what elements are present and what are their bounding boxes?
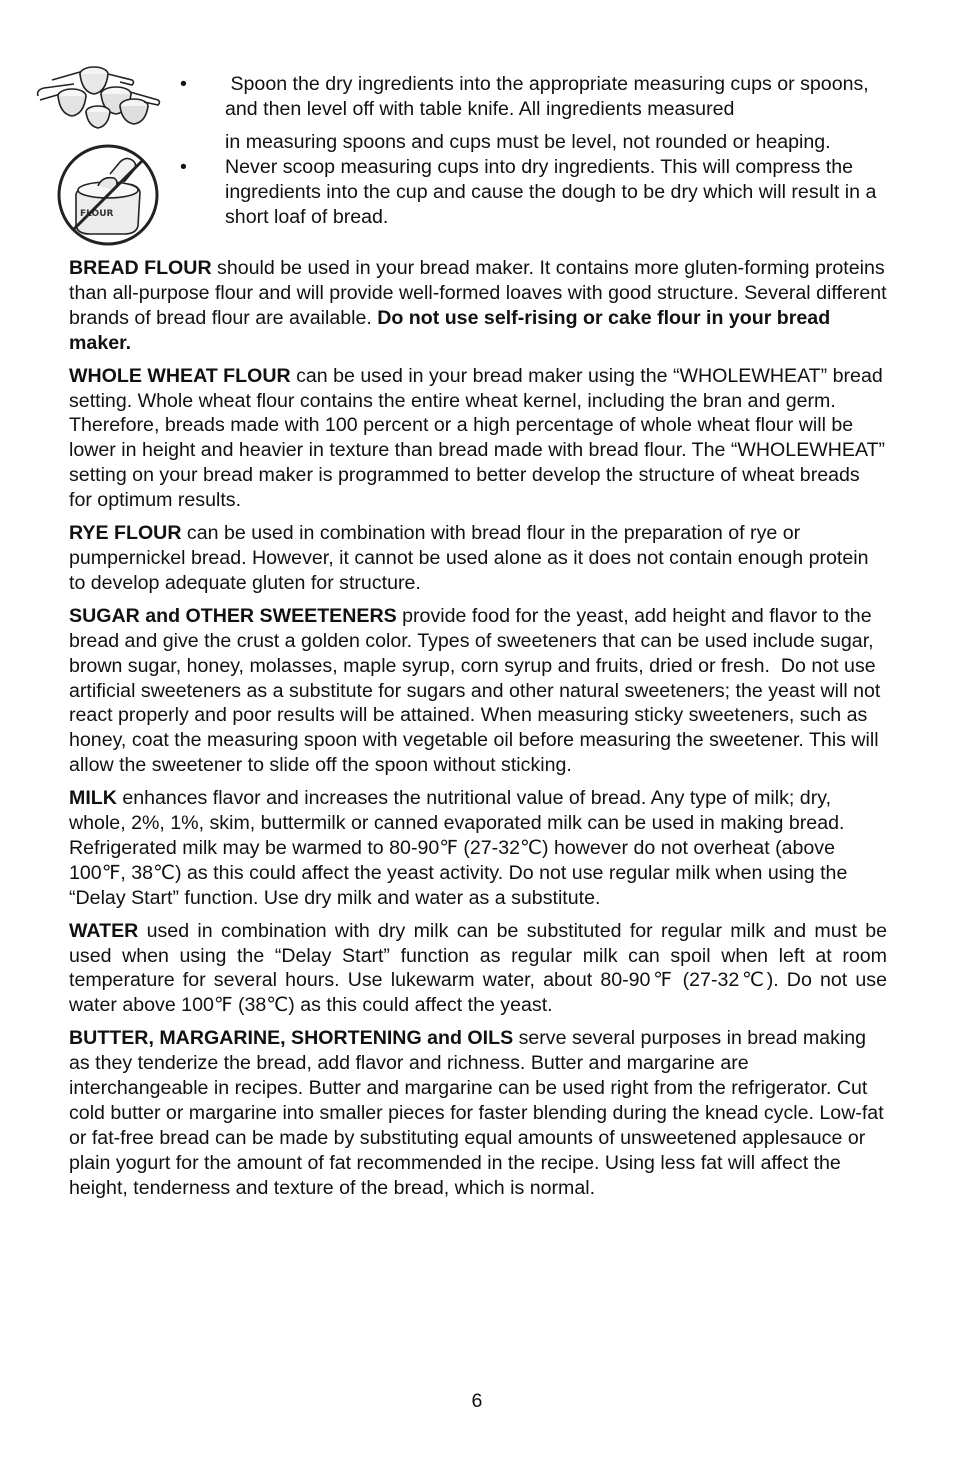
paragraph-fats-oils [69,1026,887,1200]
term: MILK [69,787,117,810]
term: BREAD FLOUR [69,257,212,279]
paragraph-text: enhances flavor and increases the nutritional value of bread. Any type of milk; dry, whole, 2%, 1%, skim, buttermilk or canned evaporated milk can be used in making bread. Refrigerated milk may be warmed to 80-90℉ (27-32℃) however do not overheat (above 100℉, 38℃) as this could affect the yeast activity. Do not use regular milk when using the “Delay Start” function. Use dry milk and water as a substitute. [69,787,848,909]
list-item [180,155,892,230]
paragraph-water [69,919,887,1019]
measuring-cups-icon [34,62,162,132]
bullet-symbol: • [180,155,187,178]
paragraph-text: can be used in your bread maker using the “WHOLEWHEAT” bread setting. Whole wheat flour contains the entire wheat kernel, including the bran and germ. Therefore, breads made with 100 percent or a high percentage of whole wheat flour will be lower in height and heavier in texture than bread made with bread flour. The “WHOLEWHEAT” setting on your bread maker is programmed to better develop the structure of wheat breads for optimum results. [69,364,886,512]
ingredients-section [69,256,887,1209]
paragraph-bread-flour [69,256,887,356]
measuring-tips-list [180,72,892,229]
term: WATER [69,919,139,942]
bullet-text: in measuring spoons and cups must be level, not rounded or heaping. [225,130,831,153]
bullet-symbol: • [180,73,187,95]
flour-label: FLOUR [80,209,114,219]
no-scooping-flour-icon [54,142,162,248]
paragraph-whole-wheat-flour [69,364,887,513]
term: RYE FLOUR [69,522,182,545]
paragraph-text: used in combination with dry milk can be substituted for regular milk and must be used when using the “Delay Start” function as regular milk can spoil when left at room temperature for several hours. Use lukewarm water, about 80-90℉ (27-32℃). Do not use water above 100℉ (38℃) as this could affect the yeast. [69,919,887,1017]
list-item [180,72,892,155]
page-number: 6 [471,1390,483,1412]
paragraph-rye-flour [69,521,887,596]
bullet-text: Never scoop measuring cups into dry ingredients. This will compress the ingredients into the cup and cause the dough to be dry which will result in a short loaf of bread. [225,155,877,228]
paragraph-text: should be used in your bread maker. It contains more gluten-forming proteins than all-purpose flour and will provide well-formed loaves with good structure. Several different brands of bread flour are available. [69,257,887,329]
paragraph-text: can be used in combination with bread flour in the preparation of rye or pumpernickel bread. However, it cannot be used alone as it does not contain enough protein to develop adequate gluten for structure. [69,522,869,594]
term: SUGAR and OTHER SWEETENERS [69,604,397,627]
bullet-text: Spoon the dry ingredients into the appropriate measuring cups or spoons, and then level off with table knife. All ingredients measured [225,73,875,120]
paragraph-milk [69,786,887,911]
emphasis-text: Do not use self-rising or cake flour in your bread maker. [69,306,831,354]
paragraph-sugar-sweeteners [69,604,887,778]
paragraph-text: provide food for the yeast, add height and flavor to the bread and give the crust a golden color. Types of sweeteners that can be used include sugar, brown sugar, honey, molasses, maple syrup, corn syrup and fruits, dried or fresh. Do not use artificial sweeteners as a substitute for sugars and other natural sweeteners; the yeast will not react properly and poor results will be attained. When measuring sticky sweeteners, such as honey, coat the measuring spoon with vegetable oil before measuring the sweetener. This will allow the sweetener to slide off the spoon without sticking. [69,604,886,777]
paragraph-text: serve several purposes in bread making as they tenderize the bread, add flavor and richness. Butter and margarine are interchangeable in recipes. Butter and margarine can be used right from the refrigerator. Cut cold butter or margarine into smaller pieces for faster blending during the knead cycle. Low-fat or fat-free bread can be made by substituting equal amounts of unsweetened applesauce or plain yogurt for the amount of fat recommended in the recipe. Using less fat will affect the height, tenderness and texture of the bread, which is normal. [69,1027,884,1199]
term: BUTTER, MARGARINE, SHORTENING and OILS [69,1027,514,1050]
term: WHOLE WHEAT FLOUR [69,364,291,387]
